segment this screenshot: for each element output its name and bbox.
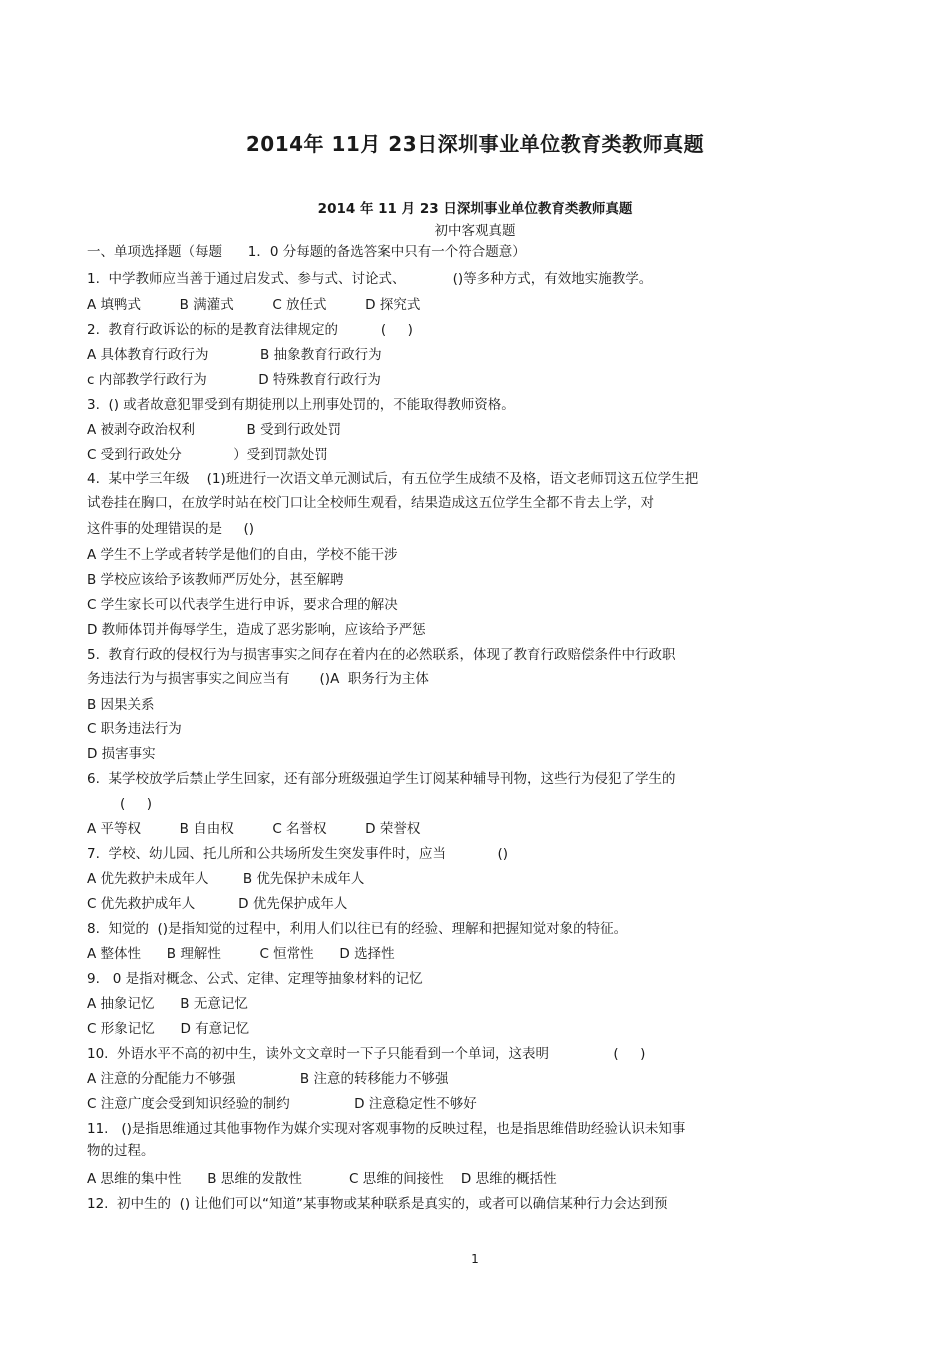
text-line: A 优先救护未成年人 B 优先保护未成年人 <box>87 871 365 887</box>
text-line: A 填鸭式 B 满灌式 C 放任式 D 探究式 <box>87 297 421 313</box>
text-line: B 因果关系 <box>87 697 155 713</box>
document-section-title: 初中客观真题 <box>434 223 516 239</box>
text-line: 3. () 或者故意犯罪受到有期徒刑以上刑事处罚的，不能取得教师资格。 <box>87 397 515 413</box>
text-line: C 学生家长可以代表学生进行申诉，要求合理的解决 <box>87 597 398 613</box>
text-line: A 整体性 B 理解性 C 恒常性 D 选择性 <box>87 946 395 962</box>
page-number: 1 <box>471 1252 479 1266</box>
page-title: 2014年 11月 23日深圳事业单位教育类教师真题 <box>245 132 705 156</box>
text-line: 试卷挂在胸口，在放学时站在校门口让全校师生观看，结果造成这五位学生全都不肯去上学，对 <box>87 495 654 511</box>
text-line: 务违法行为与损害事实之间应当有 ()A 职务行为主体 <box>87 671 429 687</box>
text-line: C 形象记忆 D 有意记忆 <box>87 1021 250 1037</box>
text-line: A 被剥夺政治权利 B 受到行政处罚 <box>87 422 342 438</box>
text-line: 12. 初中生的 () 让他们可以“知道”某事物或某种联系是真实的，或者可以确信某种行力会达到预 <box>87 1196 668 1212</box>
text-line: 物的过程。 <box>87 1143 155 1159</box>
text-line: A 学生不上学或者转学是他们的自由，学校不能干涉 <box>87 547 398 563</box>
text-line: A 平等权 B 自由权 C 名誉权 D 荣誉权 <box>87 821 421 837</box>
text-line: c 内部教学行政行为 D 特殊教育行政行为 <box>87 372 381 388</box>
text-line: 5. 教育行政的侵权行为与损害事实之间存在着内在的必然联系，体现了教育行政赔偿条件中行政职 <box>87 647 676 663</box>
text-line: C 职务违法行为 <box>87 721 182 737</box>
text-line: C 注意广度会受到知识经验的制约 D 注意稳定性不够好 <box>87 1096 477 1112</box>
text-line: 一、单项选择题（每题 1．0 分每题的备选答案中只有一个符合题意） <box>87 244 526 260</box>
text-line: ( ) <box>120 796 152 812</box>
text-line: D 教师体罚并侮辱学生，造成了恶劣影响，应该给予严惩 <box>87 622 426 638</box>
text-line: A 抽象记忆 B 无意记忆 <box>87 996 248 1012</box>
text-line: 这件事的处理错误的是 () <box>87 521 254 537</box>
text-line: C 优先救护成年人 D 优先保护成年人 <box>87 896 348 912</box>
text-line: 6. 某学校放学后禁止学生回家，还有部分班级强迫学生订阅某种辅导刊物，这些行为侵犯了学生的 <box>87 771 676 787</box>
text-line: A 注意的分配能力不够强 B 注意的转移能力不够强 <box>87 1071 449 1087</box>
text-line: 7. 学校、幼儿园、托儿所和公共场所发生突发事件时，应当 () <box>87 846 508 862</box>
text-line: D 损害事实 <box>87 746 156 762</box>
text-line: 11. ()是指思维通过其他事物作为媒介实现对客观事物的反映过程，也是指思维借助经验认识未知事 <box>87 1121 686 1137</box>
text-line: C 受到行政处分 ）受到罚款处罚 <box>87 447 328 463</box>
text-line: 2. 教育行政诉讼的标的是教育法律规定的 ( ) <box>87 322 413 338</box>
text-line: B 学校应该给予该教师严厉处分，甚至解聘 <box>87 572 344 588</box>
text-line: 1. 中学教师应当善于通过启发式、参与式、讨论式、 ()等多种方式，有效地实施教学。 <box>87 271 653 287</box>
text-line: 8. 知觉的 ()是指知觉的过程中，利用人们以往已有的经验、理解和把握知觉对象的特征。 <box>87 921 628 937</box>
text-line: 9. 0 是指对概念、公式、定律、定理等抽象材料的记忆 <box>87 971 423 987</box>
text-line: A 思维的集中性 B 思维的发散性 C 思维的间接性 D 思维的概括性 <box>87 1171 557 1187</box>
text-line: 4. 某中学三年级 (1)班进行一次语文单元测试后，有五位学生成绩不及格，语文老师罚这五位学生把 <box>87 471 699 487</box>
document-subtitle: 2014 年 11 月 23 日深圳事业单位教育类教师真题 <box>317 201 633 217</box>
text-line: 10. 外语水平不高的初中生，读外文文章时一下子只能看到一个单词，这表明 ( ) <box>87 1046 646 1062</box>
text-line: A 具体教育行政行为 B 抽象教育行政行为 <box>87 347 382 363</box>
